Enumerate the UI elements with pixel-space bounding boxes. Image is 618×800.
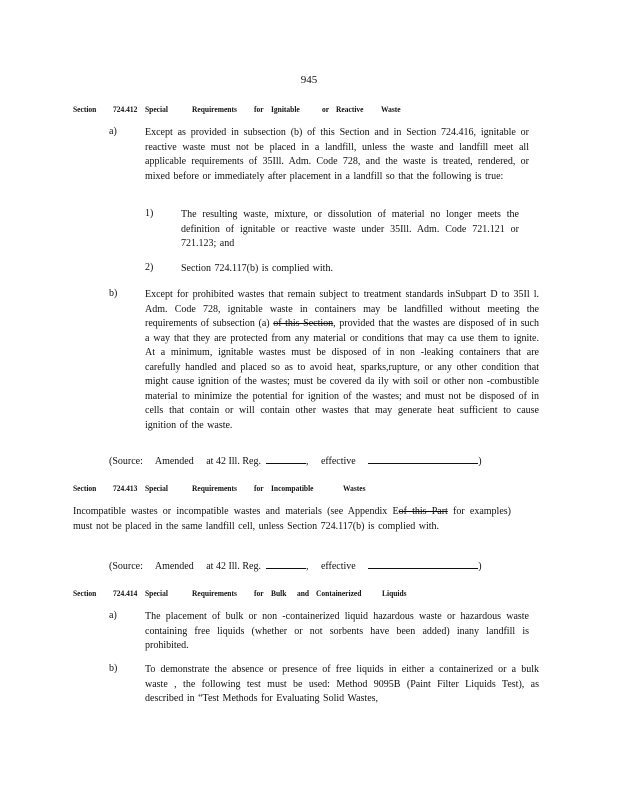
section-413-text-part: for examples) must not be placed in the same landfill cell, unless Section 724.117(b) is complied with. [73,506,511,532]
heading-word: Special [145,588,168,599]
heading-word: Section [73,104,97,115]
section-414-heading [73,588,553,598]
heading-word: Section [73,483,97,494]
source-label: (Source: [109,561,143,572]
subsection-b-text [145,288,539,433]
section-413-text [73,505,511,534]
source-note [109,559,482,572]
source-effective: effective [320,456,356,467]
source-label: (Source: [109,456,143,467]
heading-word: Ignitable [271,104,300,115]
subsection-b-text: To demonstrate the absence or presence of free liquids in either a containerized or a bulk waste , the following test must be used: Method 9095B (Paint Filter Liquids Test), as described in “Test Methods for Evaluating Solid Wastes, [145,664,539,704]
subsection-b-text-part: Except for prohibited wastes that remain subject to treatment standards inSubpart D to 35Il l. Adm. Code 728, ignitable waste in containers may be landfilled without meeting the requirements of subsection (a) [145,289,539,329]
struck-text: of this Part [398,506,448,517]
subsection-b-marker: b) [109,288,118,299]
subsection-a-text: The placement of bulk or non -containerized liquid hazardous waste or hazardous waste containing free liquids (whether or not sorbents have been added) inany landfill is prohibited. [145,611,529,651]
heading-word: Wastes [343,483,366,494]
source-note [109,454,482,467]
source-comma: , [305,456,309,467]
heading-word: Section [73,588,97,599]
heading-word: Requirements [192,104,237,115]
source-register: at 42 Ill. Reg. [206,456,261,467]
heading-word: Special [145,104,168,115]
source-close: ) [478,456,482,467]
section-413-heading [73,483,553,493]
heading-word: and [297,588,310,599]
section-number: 724.412 [113,104,138,115]
blank-line [368,559,478,569]
heading-word: Containerized [316,588,362,599]
source-amended: Amended [154,456,194,467]
blank-line [368,454,478,464]
subsection-a-marker: a) [109,126,117,137]
struck-text: of this Section [273,318,334,329]
blank-line [266,559,306,569]
heading-word: for [254,104,264,115]
item-2-text: Section 724.117(b) is complied with. [181,263,333,274]
section-412-heading [73,104,553,114]
source-close: ) [478,561,482,572]
subsection-a-marker: a) [109,610,117,621]
item-2-marker: 2) [145,262,154,273]
blank-line [266,454,306,464]
heading-word: Waste [381,104,401,115]
section-number: 724.413 [113,483,138,494]
heading-word: Bulk [271,588,287,599]
subsection-b-marker: b) [109,663,118,674]
subsection-a-text: Except as provided in subsection (b) of this Section and in Section 724.416, ignitable or reactive waste must not be placed in a landfill, unless the waste and landfill meet all applicable requirements of 35Ill. Adm. Code 728, and the waste is treated, rendered, or mixed before or immediately after placement in a landfill so that the following is true: [145,127,529,182]
heading-word: for [254,588,264,599]
source-effective: effective [320,561,356,572]
heading-word: Requirements [192,483,237,494]
heading-word: Incompatible [271,483,314,494]
heading-word: Requirements [192,588,237,599]
heading-word: Special [145,483,168,494]
section-413-text-part: Incompatible wastes or incompatible wastes and materials (see Appendix E [73,506,399,517]
heading-word: Liquids [382,588,407,599]
heading-word: for [254,483,264,494]
heading-word: or [322,104,330,115]
section-number: 724.414 [113,588,138,599]
subsection-b-text-part: , provided that the wastes are disposed of in such a way that they are protected from any material or conditions that may ca use them to ignite. At a minimum, ignitable wastes must be disposed of in non -leaking containers that are carefully handled and placed so as to avoid heat, sparks,rupture, or any other condition that might cause ignition of the wastes; must be covered da ily with soil or other non -combustible material to minimize the potential for ignition of the wastes; and must not be disposed of in cells that contain or will contain other wastes that may generate heat sufficient to cause ignition of the waste. [145,318,539,431]
page-number: 945 [300,74,318,86]
source-comma: , [305,561,309,572]
heading-word: Reactive [336,104,364,115]
item-1-text: The resulting waste, mixture, or dissolution of material no longer meets the definition of ignitable or reactive waste under 35Ill. Adm. Code 721.121 or 721.123; and [181,209,519,249]
source-register: at 42 Ill. Reg. [206,561,261,572]
source-amended: Amended [154,561,194,572]
item-1-marker: 1) [145,208,154,219]
